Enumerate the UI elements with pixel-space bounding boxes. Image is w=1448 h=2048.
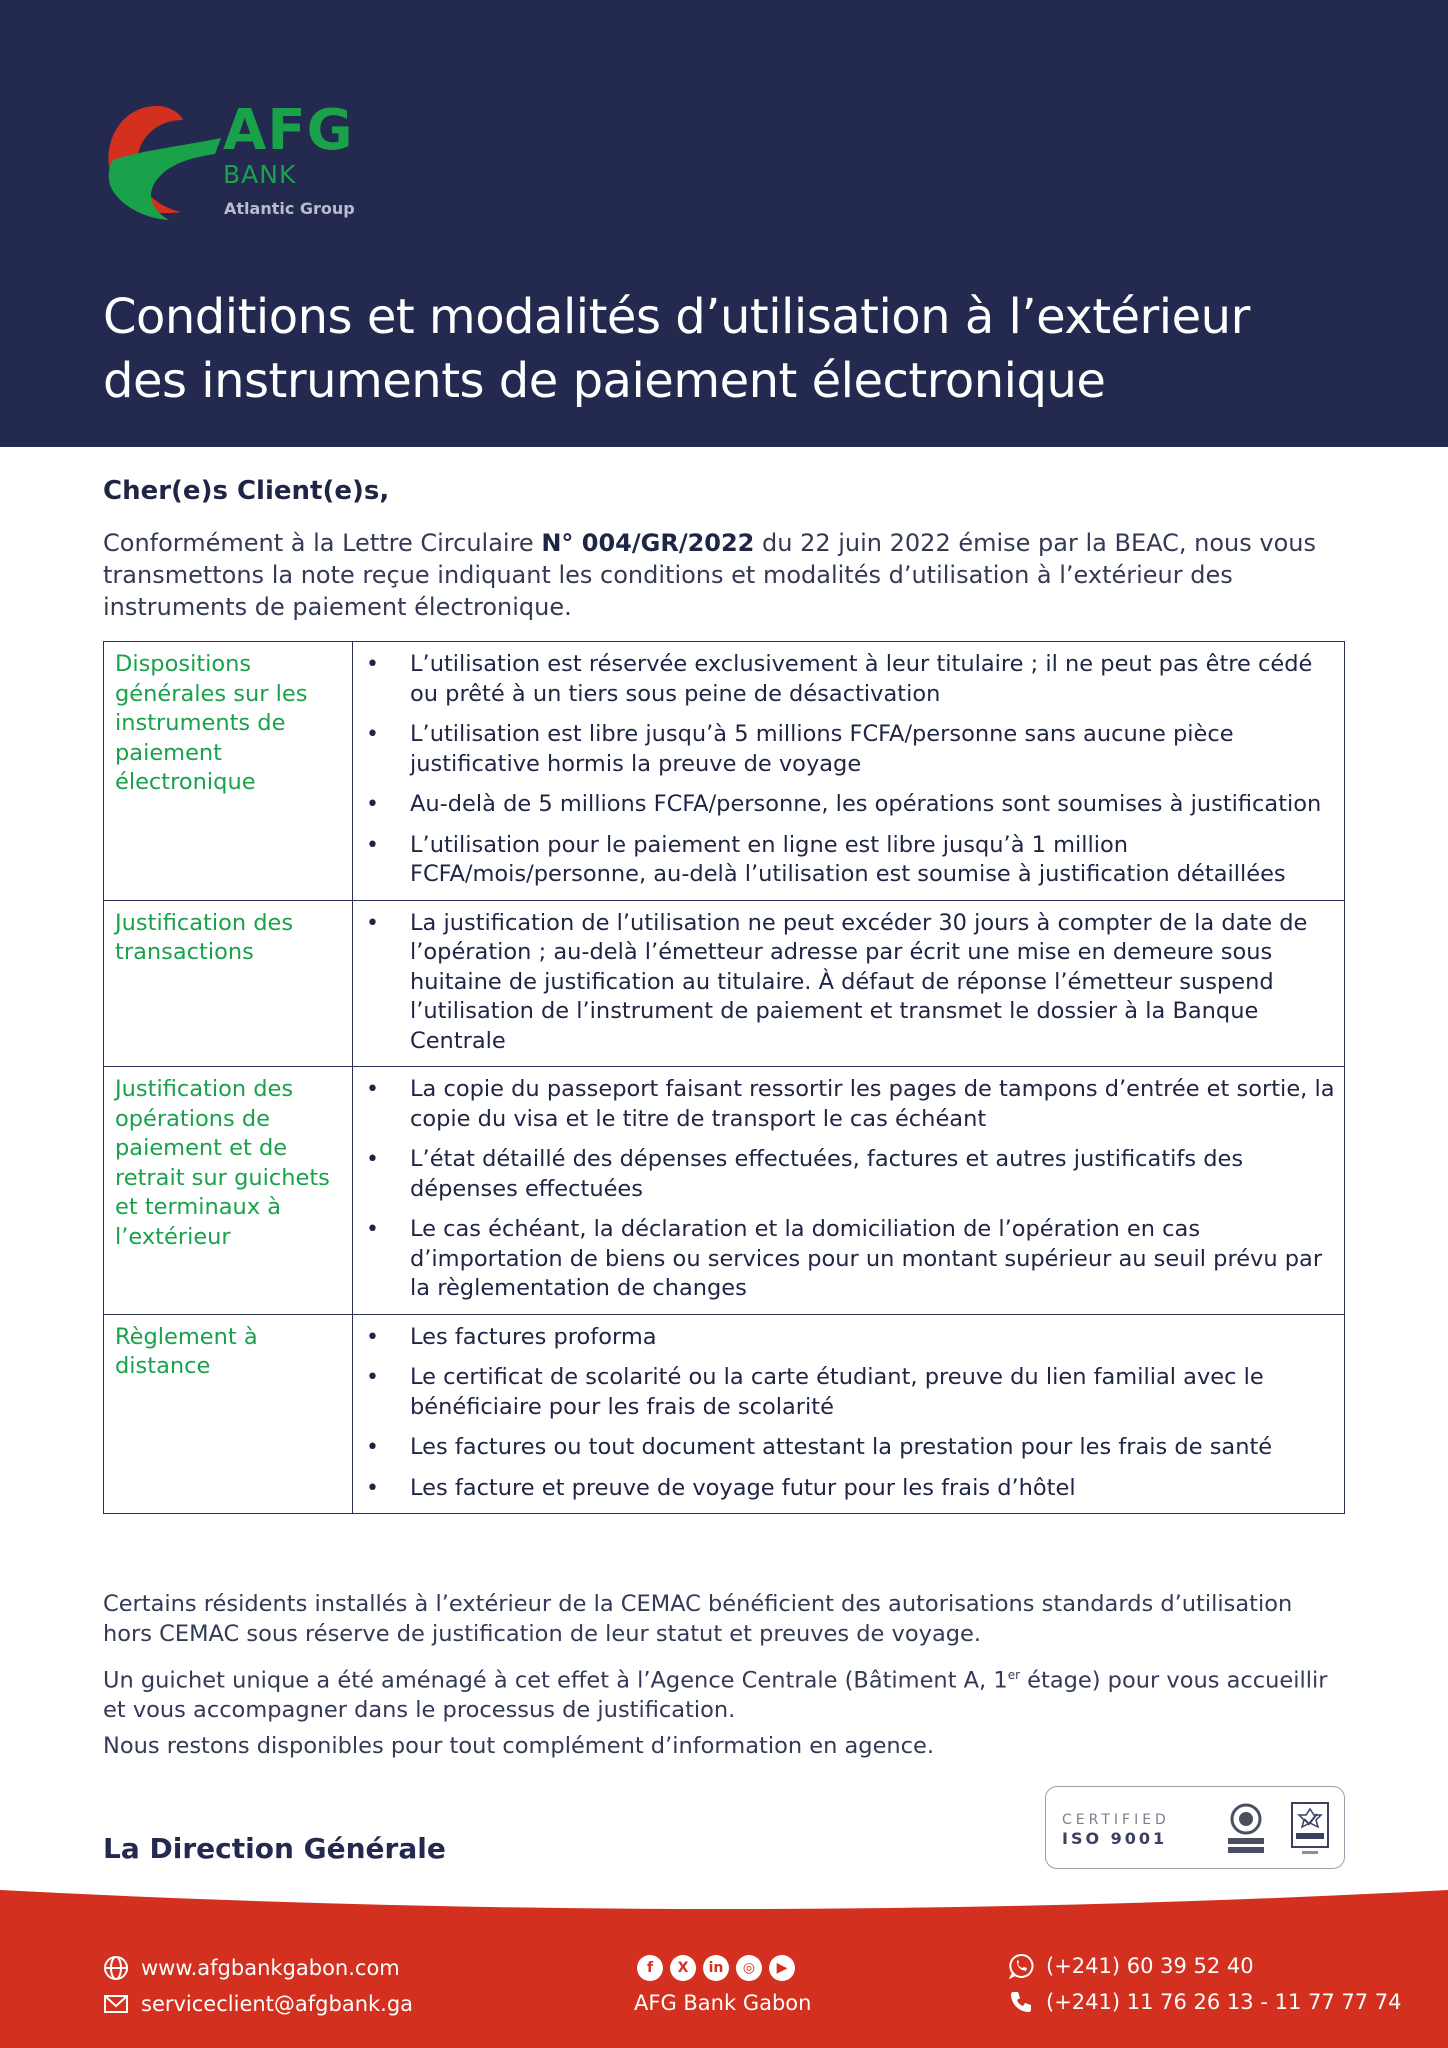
- email-text: serviceclient@afgbank.ga: [141, 1992, 414, 2016]
- list-item: • La justification de l’utilisation ne peut excéder 30 jours à compter de la date de l’opération ; au-delà l’émetteur adresse par écrit une mise en demeure sous huitaine de justification au titulaire. À défaut de réponse l’émetteur suspend l’utilisation de l’instrument de paiement et transmet le dossier à la Banque Centrale: [353, 909, 1336, 1057]
- table-row: [104, 1067, 1345, 1315]
- table-row: [104, 642, 1345, 901]
- row-items: [353, 1067, 1345, 1315]
- signature: La Direction Générale: [103, 1832, 446, 1865]
- iso-certification-badge: [1045, 1786, 1345, 1869]
- header-banner: [0, 0, 1448, 447]
- instagram-icon[interactable]: ◎: [736, 1955, 762, 1981]
- table-row: [104, 900, 1345, 1067]
- list-item: • L’utilisation est libre jusqu’à 5 millions FCFA/personne sans aucune pièce justificative hormis la preuve de voyage: [353, 720, 1336, 779]
- row-items: [353, 642, 1345, 901]
- conditions-table: [103, 641, 1345, 1514]
- list-item: • L’utilisation pour le paiement en ligne est libre jusqu’à 1 million FCFA/mois/personne, au-delà l’utilisation est soumise à justification détaillées: [353, 831, 1336, 890]
- item-list: [353, 1075, 1336, 1304]
- list-item: • Le cas échéant, la déclaration et la domiciliation de l’opération en cas d’importation de biens ou services pour un montant supérieur au seuil prévu par la règlementation de changes: [353, 1215, 1336, 1304]
- youtube-icon[interactable]: ▶: [769, 1955, 795, 1981]
- whatsapp-link[interactable]: [1008, 1953, 1254, 1979]
- row-items: [353, 900, 1345, 1067]
- residents-paragraph: Certains résidents installés à l’extérieur de la CEMAC bénéficient des autorisations standards d’utilisation hors CEMAC sous réserve de justification de leur statut et preuves de voyage.: [103, 1591, 1293, 1647]
- circular-reference: N° 004/GR/2022: [541, 529, 755, 557]
- logo-group: Atlantic Group: [224, 199, 355, 218]
- ordinal-suffix: er: [1007, 1668, 1021, 1682]
- social-links: [637, 1955, 795, 1981]
- globe-icon: [103, 1955, 129, 1981]
- row-items: [353, 1314, 1345, 1514]
- phone-numbers: (+241) 11 76 26 13 - 11 77 77 74: [1046, 1990, 1402, 2014]
- logo-subtitle: BANK: [223, 160, 297, 189]
- list-item: • L’état détaillé des dépenses effectuées, factures et autres justificatifs des dépenses effectuées: [353, 1145, 1336, 1204]
- certified-label: CERTIFIED: [1062, 1812, 1170, 1828]
- logo-wordmark: AFG: [223, 98, 354, 163]
- closing-paragraph: Nous restons disponibles pour tout complément d’information en agence.: [103, 1733, 935, 1759]
- linkedin-icon[interactable]: in: [703, 1955, 729, 1981]
- brand-name: AFG Bank Gabon: [634, 1991, 812, 2015]
- mail-icon: [103, 1991, 129, 2017]
- row-category: Justification des opérations de paiement et de retrait sur guichets et terminaux à l’extérieur: [104, 1067, 353, 1315]
- facebook-icon[interactable]: f: [637, 1955, 663, 1981]
- intro-text-before: Conformément à la Lettre Circulaire: [103, 529, 542, 557]
- intro-text-after: du 22 juin 2022 émise par la BEAC, nous vous transmettons la note reçue indiquant les conditions et modalités d’utilisation à l’extérieur des instruments de paiement électronique.: [103, 529, 1316, 621]
- title-line-1: Conditions et modalités d’utilisation à l’extérieur: [103, 289, 1250, 345]
- item-list: [353, 909, 1336, 1057]
- website-link[interactable]: [103, 1955, 400, 1981]
- list-item: • Les factures ou tout document attestant la prestation pour les frais de santé: [353, 1433, 1336, 1463]
- list-item: • Les factures proforma: [353, 1323, 1336, 1353]
- whatsapp-icon: [1008, 1953, 1034, 1979]
- table-row: [104, 1314, 1345, 1514]
- bureau-veritas-seal: [1224, 1801, 1268, 1856]
- guichet-text-before: Un guichet unique a été aménagé à cet effet à l’Agence Centrale (Bâtiment A, 1: [103, 1667, 1008, 1694]
- iso-label: ISO 9001: [1062, 1829, 1168, 1848]
- title-line-2: des instruments de paiement électronique: [103, 353, 1106, 409]
- row-category: Dispositions générales sur les instruments de paiement électronique: [104, 642, 353, 901]
- list-item: • L’utilisation est réservée exclusivement à leur titulaire ; il ne peut pas être cédé ou prêté à un tiers sous peine de désactivation: [353, 650, 1336, 709]
- list-item: • Le certificat de scolarité ou la carte étudiant, preuve du lien familial avec le bénéficiaire pour les frais de scolarité: [353, 1363, 1336, 1422]
- row-category: Règlement à distance: [104, 1314, 353, 1514]
- greeting: Cher(e)s Client(e)s,: [103, 476, 390, 506]
- guichet-paragraph: [103, 1661, 1345, 1726]
- website-text: www.afgbankgabon.com: [141, 1956, 400, 1980]
- whatsapp-number: (+241) 60 39 52 40: [1046, 1954, 1254, 1978]
- row-category: Justification des transactions: [104, 900, 353, 1067]
- phone-icon: [1008, 1989, 1034, 2015]
- page-title: [103, 285, 1363, 413]
- guichet-text-after: étage) pour vous accueillir et vous accompagner dans le processus de justification.: [103, 1667, 1328, 1723]
- intro-paragraph: [103, 527, 1345, 623]
- x-icon[interactable]: X: [670, 1955, 696, 1981]
- ukas-seal: [1290, 1801, 1330, 1859]
- item-list: [353, 650, 1336, 890]
- list-item: • Au-delà de 5 millions FCFA/personne, les opérations sont soumises à justification: [353, 790, 1336, 820]
- email-link[interactable]: [103, 1991, 413, 2017]
- list-item: • Les facture et preuve de voyage futur pour les frais d’hôtel: [353, 1474, 1336, 1504]
- phone-link[interactable]: [1008, 1989, 1402, 2015]
- list-item: • La copie du passeport faisant ressortir les pages de tampons d’entrée et sortie, la copie du visa et le titre de transport le cas échéant: [353, 1075, 1336, 1134]
- item-list: [353, 1323, 1336, 1504]
